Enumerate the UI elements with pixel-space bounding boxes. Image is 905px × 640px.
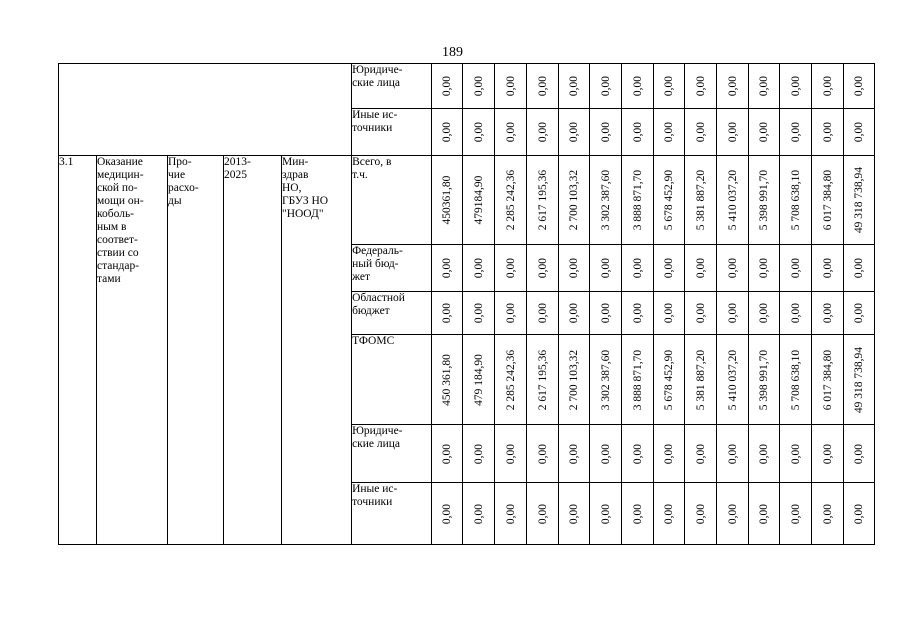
value-text: 0,00 [853,503,866,524]
value-cell [527,109,559,156]
value-text: 0,00 [441,302,454,324]
value-cell [654,292,685,335]
funding-source-label-line: жет [352,271,370,283]
funding-source-label [352,335,432,425]
value-cell [559,425,590,483]
value-text: 49 318 738,94 [853,346,866,413]
item-executor-line: Мин- [282,156,309,168]
value-text: 0,00 [694,443,707,464]
funding-source-label-line: ТФОМС [352,335,395,347]
value-text: 3 888 871,70 [631,349,644,410]
value-cell [654,425,685,483]
value-text: 0,00 [504,257,517,279]
value-cell [749,335,780,425]
value-cell [590,156,622,245]
value-text: 0,00 [441,75,454,97]
value-cell [559,483,590,545]
value-cell [812,425,844,483]
value-text: 0,00 [568,121,581,143]
funding-source-label-line: бюджет [352,305,390,317]
value-cell [844,483,875,545]
value-text: 0,00 [853,75,866,97]
value-text: 3 888 871,70 [631,169,644,231]
value-cell [685,64,717,109]
value-text: 0,00 [568,503,581,524]
value-cell [495,292,527,335]
value-text: 2 285 242,36 [504,349,517,410]
value-text: 0,00 [536,121,549,143]
value-text: 0,00 [631,443,644,464]
item-period-line: 2013- [224,156,251,168]
funding-source-label [352,64,432,109]
value-text: 5 398 991,70 [758,169,771,231]
value-cell [717,64,749,109]
value-text: 0,00 [694,75,707,97]
value-cell [495,156,527,245]
value-text: 2 617 195,36 [536,169,549,231]
table-row [59,156,875,245]
value-cell [432,483,463,545]
item-number: 3.1 [59,156,97,545]
value-text: 479184,90 [472,175,485,225]
item-period-line: 2025 [224,169,247,181]
value-text: 0,00 [821,503,834,524]
value-cell [844,335,875,425]
item-executor-line: НО, [282,182,302,194]
item-name-line: коболь- [97,208,135,220]
value-cell [717,425,749,483]
value-cell [749,109,780,156]
value-text: 450361,80 [441,175,454,225]
value-text: 0,00 [758,443,771,464]
value-text: 0,00 [726,121,739,143]
value-cell [432,292,463,335]
value-text: 0,00 [599,257,612,279]
value-cell [654,156,685,245]
value-text: 5 410 037,20 [726,349,739,410]
value-cell [717,483,749,545]
value-cell [780,245,812,292]
value-text: 0,00 [663,443,676,464]
value-cell [590,245,622,292]
value-text: 2 285 242,36 [504,169,517,231]
value-cell [812,483,844,545]
value-cell [685,292,717,335]
value-cell [812,245,844,292]
funding-source-label-line: Федераль- [352,245,403,257]
value-cell [463,64,495,109]
continued-merged-cell [59,64,352,156]
value-text: 0,00 [663,257,676,279]
value-text: 0,00 [472,257,485,279]
funding-source-label-line: т.ч. [352,169,368,181]
value-cell [844,292,875,335]
value-text: 0,00 [536,75,549,97]
value-cell [654,335,685,425]
value-cell [590,483,622,545]
value-cell [527,292,559,335]
value-cell [622,292,654,335]
value-cell [432,245,463,292]
value-text: 0,00 [758,75,771,97]
value-text: 0,00 [472,302,485,324]
item-name-line: ствии со [97,247,139,259]
item-executor [282,156,352,545]
value-cell [527,156,559,245]
value-text: 0,00 [663,503,676,524]
funding-source-label-line: Юридиче- [352,64,403,76]
value-text: 0,00 [663,121,676,143]
value-text: 0,00 [441,503,454,524]
funding-source-label-line: Областной [352,292,405,304]
value-text: 0,00 [599,503,612,524]
item-name-line: соответ- [97,234,138,246]
value-text: 5 410 037,20 [726,169,739,231]
value-text: 450 361,80 [441,353,454,406]
value-cell [685,335,717,425]
value-cell [717,245,749,292]
value-cell [717,335,749,425]
value-cell [527,64,559,109]
funding-source-label-line: Иные ис- [352,483,398,495]
value-cell [495,425,527,483]
value-text: 0,00 [663,75,676,97]
value-text: 0,00 [631,503,644,524]
value-text: 0,00 [853,257,866,279]
expense-type-line: расхо- [168,182,199,194]
value-cell [559,64,590,109]
value-cell [685,156,717,245]
value-text: 0,00 [568,257,581,279]
value-cell [527,245,559,292]
page-number: 189 [442,45,463,60]
value-cell [622,425,654,483]
funding-source-label-line: ный бюд- [352,258,399,270]
value-text: 0,00 [504,75,517,97]
value-cell [495,245,527,292]
value-text: 0,00 [472,121,485,143]
value-cell [780,483,812,545]
value-text: 0,00 [568,75,581,97]
value-cell [463,156,495,245]
value-text: 5 678 452,90 [663,349,676,410]
value-text: 0,00 [821,75,834,97]
value-text: 0,00 [568,443,581,464]
value-cell [780,425,812,483]
value-cell [749,245,780,292]
value-cell [685,425,717,483]
value-cell [780,156,812,245]
value-text: 0,00 [789,75,802,97]
value-text: 0,00 [536,302,549,324]
value-cell [463,483,495,545]
value-text: 0,00 [599,302,612,324]
value-text: 0,00 [789,302,802,324]
value-cell [463,245,495,292]
value-cell [780,109,812,156]
value-text: 0,00 [536,503,549,524]
value-text: 0,00 [441,257,454,279]
value-cell [717,292,749,335]
value-cell [432,425,463,483]
value-text: 0,00 [853,121,866,143]
value-text: 0,00 [726,75,739,97]
value-cell [590,425,622,483]
value-text: 0,00 [504,302,517,324]
value-cell [780,64,812,109]
value-cell [812,335,844,425]
value-cell [749,425,780,483]
value-text: 49 318 738,94 [853,166,866,234]
value-text: 0,00 [694,503,707,524]
value-text: 5 708 638,10 [789,169,802,231]
value-text: 0,00 [631,302,644,324]
value-cell [559,109,590,156]
item-executor-line: здрав [282,169,309,181]
value-text: 0,00 [726,443,739,464]
value-text: 0,00 [726,302,739,324]
value-cell [749,292,780,335]
funding-source-label-line: ские лица [352,77,401,89]
value-cell [463,425,495,483]
value-text: 0,00 [789,121,802,143]
value-cell [812,109,844,156]
value-cell [527,483,559,545]
value-cell [844,109,875,156]
item-executor-line: ГБУЗ НО [282,195,329,207]
value-text: 0,00 [853,302,866,324]
value-cell [844,156,875,245]
budget-table [58,63,875,545]
value-cell [495,483,527,545]
value-text: 0,00 [758,302,771,324]
value-cell [432,64,463,109]
value-text: 0,00 [599,121,612,143]
item-name [97,156,168,545]
value-cell [559,156,590,245]
value-cell [654,64,685,109]
value-text: 0,00 [631,121,644,143]
item-name-line: медицин- [97,169,144,181]
value-text: 6 017 384,80 [821,169,834,231]
value-cell [590,109,622,156]
funding-source-label-line: Юридиче- [352,425,403,437]
value-text: 2 700 103,32 [568,349,581,410]
funding-source-label-line: Иные ис- [352,109,398,121]
item-name-line: Оказание [97,156,143,168]
value-cell [527,335,559,425]
item-name-line: ным в [97,221,127,233]
value-text: 0,00 [694,257,707,279]
funding-source-label [352,156,432,245]
value-cell [495,335,527,425]
value-text: 479 184,90 [472,353,485,406]
value-text: 0,00 [789,443,802,464]
value-text: 0,00 [536,443,549,464]
value-cell [812,156,844,245]
value-cell [463,109,495,156]
value-text: 0,00 [726,257,739,279]
value-cell [717,156,749,245]
item-period [224,156,282,545]
item-name-line: мощи он- [97,195,144,207]
expense-type-line: Про- [168,156,192,168]
value-cell [432,109,463,156]
value-text: 5 381 887,20 [694,349,707,410]
item-name-line: тами [97,273,121,285]
value-text: 0,00 [504,121,517,143]
value-cell [749,156,780,245]
value-cell [812,292,844,335]
value-text: 0,00 [758,257,771,279]
value-text: 6 017 384,80 [821,349,834,410]
item-name-line: стандар- [97,260,140,272]
value-text: 0,00 [568,302,581,324]
funding-source-label [352,483,432,545]
value-cell [685,483,717,545]
item-executor-line: "НООД" [282,208,324,220]
value-cell [749,64,780,109]
value-cell [463,292,495,335]
value-cell [495,109,527,156]
value-cell [622,245,654,292]
value-cell [844,425,875,483]
value-cell [622,156,654,245]
value-text: 0,00 [472,443,485,464]
value-text: 0,00 [821,257,834,279]
value-text: 2 700 103,32 [568,169,581,231]
value-text: 0,00 [726,503,739,524]
value-text: 0,00 [853,443,866,464]
value-text: 0,00 [821,443,834,464]
value-text: 0,00 [631,257,644,279]
funding-source-label [352,245,432,292]
value-cell [622,64,654,109]
value-cell [717,109,749,156]
value-text: 0,00 [441,443,454,464]
value-text: 0,00 [599,75,612,97]
value-cell [685,245,717,292]
value-text: 0,00 [599,443,612,464]
value-text: 0,00 [663,302,676,324]
value-text: 0,00 [472,503,485,524]
value-text: 5 381 887,20 [694,169,707,231]
value-cell [590,335,622,425]
funding-source-label-line: точники [352,496,393,508]
funding-source-label-line: Всего, в [352,156,392,168]
funding-source-label-line: точники [352,122,393,134]
value-text: 0,00 [821,121,834,143]
value-text: 0,00 [504,503,517,524]
expense-type-line: ды [168,195,182,207]
value-cell [780,292,812,335]
funding-source-label [352,109,432,156]
value-text: 0,00 [758,503,771,524]
value-text: 5 398 991,70 [758,349,771,410]
value-text: 2 617 195,36 [536,349,549,410]
value-cell [844,64,875,109]
value-cell [654,109,685,156]
value-cell [495,64,527,109]
value-cell [622,109,654,156]
value-cell [749,483,780,545]
value-cell [432,156,463,245]
value-cell [780,335,812,425]
funding-source-label [352,292,432,335]
value-cell [622,335,654,425]
value-text: 0,00 [758,121,771,143]
value-text: 0,00 [441,121,454,143]
value-text: 5 708 638,10 [789,349,802,410]
value-cell [559,292,590,335]
value-cell [685,109,717,156]
value-cell [590,64,622,109]
value-cell [844,245,875,292]
value-cell [812,64,844,109]
value-text: 3 302 387,60 [599,349,612,410]
value-cell [432,335,463,425]
value-cell [654,483,685,545]
table-row [59,64,875,109]
expense-type-line: чие [168,169,186,181]
expense-type [168,156,224,545]
funding-source-label-line: ские лица [352,438,401,450]
value-cell [527,425,559,483]
value-cell [622,483,654,545]
value-cell [654,245,685,292]
value-cell [463,335,495,425]
value-text: 5 678 452,90 [663,169,676,231]
value-cell [559,245,590,292]
value-text: 0,00 [694,302,707,324]
value-text: 0,00 [789,503,802,524]
value-text: 0,00 [536,257,549,279]
value-text: 0,00 [821,302,834,324]
item-name-line: ской по- [97,182,138,194]
value-text: 0,00 [789,257,802,279]
value-text: 3 302 387,60 [599,169,612,231]
funding-source-label [352,425,432,483]
value-cell [590,292,622,335]
value-text: 0,00 [504,443,517,464]
value-cell [559,335,590,425]
value-text: 0,00 [694,121,707,143]
value-text: 0,00 [631,75,644,97]
value-text: 0,00 [472,75,485,97]
